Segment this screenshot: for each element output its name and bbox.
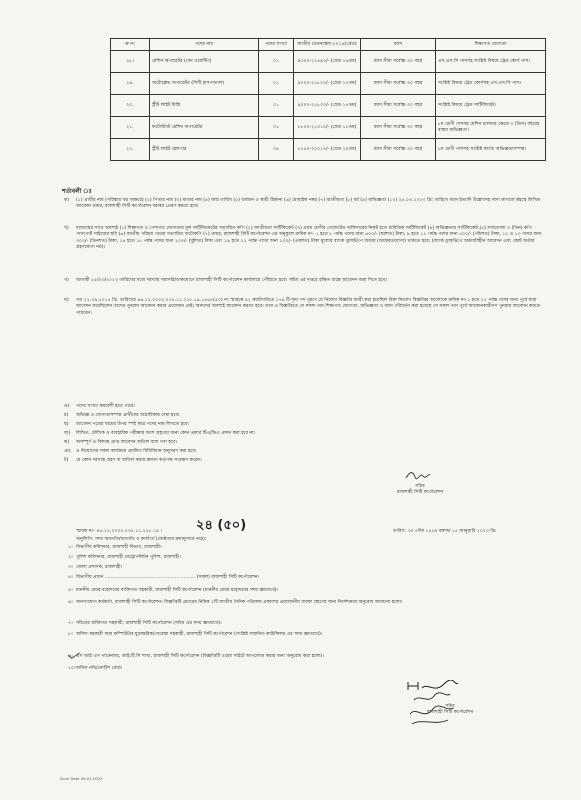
memo-number: স্মারক নং- ৪৬.১২.০০০০.০৩৫.১১.২২৮.১৯ । — [76, 529, 163, 534]
signature-org: রাজশাহী সিটি কর্পোরেশন — [426, 710, 474, 715]
cell-post-count: ০১ — [259, 117, 294, 139]
conditions-title: শর্তাবলী ঃ — [62, 188, 92, 195]
cell-age: বয়স সীমা সর্বোচ্চ ৩০ বছর — [361, 73, 436, 95]
condition-text: (১) প্রার্থীর নাম (পরিস্কার বড় অক্ষরে) (২) পিতার নাম (৩) মাতার নাম (৪) জন্ম তারিখ (৫) বর্তমান ও স্থায়ী ঠিকানা (৬) মোবাইল নম্বর (৭) জাতীয়তা (৮) ধর্ম (৯) অভিজ্ঞতা (১০) ২৫.০৩.২০২৩ খ্রি: তারিখে বয়স ইত্যাদি উল্লেখসহ সাদা কাগজে স্বহস্তে লিখিত আবেদন মেয়র, রাজশাহী সিটি কর্পোরেশন বরাবর প্রেরণ করতে হবে। — [76, 198, 541, 210]
distribution-number: ২। — [68, 555, 73, 560]
header-age: বয়স — [361, 39, 436, 51]
cell-serial: ২০. — [111, 95, 150, 117]
distribution-text: বিভাগীয় কমিশনার, রাজশাহী বিভাগ, রাজশাহী। — [76, 545, 162, 550]
distribution-item — [68, 575, 546, 581]
distribution-number: ৭। — [68, 621, 73, 626]
condition-item — [64, 198, 546, 211]
distribution-number: ৬। — [68, 600, 73, 605]
header-post-count: পদের সংখ্যা — [259, 39, 294, 51]
distribution-item — [68, 632, 546, 638]
signature-scribble — [404, 470, 432, 480]
condition-item — [64, 404, 546, 410]
distribution-item — [68, 621, 546, 627]
cell-serial: ১৮। — [111, 51, 150, 73]
cell-post-count: ০৪ — [259, 139, 294, 161]
checkmark-icon — [66, 652, 82, 660]
distribution-number: ৪। — [68, 575, 73, 580]
condition-item — [64, 449, 546, 455]
signature-block-2 — [410, 704, 490, 716]
distribution-number: ৯। — [68, 654, 73, 659]
condition-label: ঘ) — [64, 298, 69, 303]
distribution-item — [68, 545, 546, 551]
distribution-text: অফিস নথি/নোটিশ বোর্ড। — [76, 666, 123, 671]
distribution-item — [68, 555, 546, 561]
condition-text: লিখিত, মৌখিক ও ব্যবহারিক পরীক্ষায় অংশ গ্রহণের জন্য কোন প্রকার টিএ/ডিএ প্রদান করা হবে না। — [76, 431, 256, 436]
distribution-number: ৮। — [68, 632, 73, 637]
condition-item — [64, 458, 546, 464]
condition-text: আবেদন পত্রের খামের উপর স্পষ্ট করে পদের নাম লিখতে হবে। — [76, 422, 190, 427]
condition-text: যে কোন দরখাস্ত গ্রহণ বা বাতিল করার ক্ষমতা কর্তৃপক্ষ সংরক্ষণ করেন। — [76, 458, 202, 463]
condition-item — [64, 298, 546, 317]
condition-text: এ নিয়োগের সকল কার্যক্রমে প্রচলিত বিধিবিধান অনুসরণ করা হবে। — [76, 449, 197, 454]
distribution-item — [68, 600, 546, 606]
cell-pay-scale: ৮৮০০-২১৩১০/- (গ্রেড ১৮তম) — [294, 117, 361, 139]
condition-item — [64, 440, 546, 446]
distribution-item — [68, 588, 546, 594]
table-row — [111, 95, 546, 117]
condition-label: গ) — [64, 278, 69, 283]
condition-text: দরখাস্তের সাথে অবশ্যই (১) শিক্ষাগত ও পেশাগত যোগ্যতার মূল সার্টিফিকেটের সত্যায়িত কপি (২) জাতীয়তা সার্টিফিকেট (৩) প্রথম শ্রেণীর গেজেটেড অফিসারের নিকট হতে চারিত্রিক সার্টিফিকেট (৪) অভিজ্ঞতার সার্টিফিকেট (৫) সদ্যতোলা ৩ (তিন) কপি পাসপোর্ট সাইজের ছবি (৬) জাতীয় পরিচয় পত্রের সত্যায়িত ফটোকপি (৭) মেয়র, রাজশাহী সিটি কর্পোরেশন এর অনুকূলে ক্রমিক নং- ১ হতে ৮ পর্যন্ত পদের জন্য ৬০০/- (ছয়শত) টাকা, ৯ হতে ১১ পর্যন্ত পদের জন্য ৫০০/- (পাঁচশত) টাকা, ১২ ও ১৩ পদের জন্য ৩০০/- (তিনশত) টাকা, ১৪ হতে ১৮ পর্যন্ত পদের জন্য ২০০/- (দুইশত) টাকা এবং ১৯ হতে ২২ পর্যন্ত পদের জন্য ১০০/- (একশত) টাকা মূল্যের ব্যাংক ড্রাফট/পে অর্ডার (অফেরতযোগ্য) থাকতে হবে। (ব্যাংক ড্রাফট/পে অর্ডারবিহীন আবেদন এবং কোর্ট অর্ডার গ্রহণযোগ্য নয়)। — [76, 226, 542, 251]
table-row — [111, 51, 546, 73]
distribution-text: সচিবের ব্যক্তিগত সহকারী, রাজশাহী সিটি কর্পোরেশন (সচিব এর সদয় জ্ঞাতার্থে)। — [76, 621, 222, 626]
cell-pay-scale: ৯০০০-২১৮০০/- (গ্রেড ১৭তম) — [294, 73, 361, 95]
header-pay-scale: জাতীয় বেতনস্কেল-২০১৫(গ্রেড) — [294, 39, 361, 51]
condition-item — [64, 431, 546, 437]
condition-label: খ) — [64, 226, 69, 231]
cell-serial: ২২. — [111, 139, 150, 161]
cell-qualification: সংশ্লিষ্ট বিষয়ে ট্রেড কোর্সসহ এস.এস.সি পাস। — [436, 73, 546, 95]
signature-role: সচিব — [445, 704, 455, 709]
condition-text: পদের সংখ্যা কমবেশী হতে পারে। — [76, 404, 135, 409]
condition-text: অভিজ্ঞ ও যোগ্যতাসম্পন্ন প্রার্থীদের অগ্রাধিকার দেয়া হবে। — [76, 413, 180, 418]
cell-post-count: ০১ — [259, 95, 294, 117]
distribution-number: ১। — [68, 545, 73, 550]
condition-label: ঞ) — [64, 449, 71, 454]
table-row — [111, 139, 546, 161]
distribution-item — [68, 666, 546, 672]
condition-item — [64, 226, 546, 252]
cell-age: বয়স সীমা সর্বোচ্চ ৩০ বছর — [361, 139, 436, 161]
table-row — [111, 117, 546, 139]
cell-serial: ১৯. — [111, 73, 150, 95]
distribution-text: এস আই এস প্যানেলার, আই.টি.সি শাখা, রাজশাহী সিটি কর্পোরেশন (বিজ্ঞপ্তিটি ওয়েব সাইটে আপলোড করার জন্য অনুরোধ করা হলো)। — [76, 654, 325, 659]
condition-text: আগামী ২৫/০৩/২০২৩ তারিখের মধ্যে দরখাস্ত সরাসরি/ডাকযোগে রাজশাহী সিটি কর্পোরেশন কার্যালয়ে পৌঁছাতে হবে। সচিব এর দপ্তরে রক্ষিত বাক্সে আবেদন জমা দিতে হবে। — [76, 278, 387, 283]
cell-post-count: ০১ — [259, 73, 294, 95]
signature-org: রাজশাহী সিটি কর্পোরেশন — [396, 490, 444, 495]
distribution-title: অনুলিপি: সদয় অবগতি/অবগতি ও কার্যার্থে (জেষ্ঠতার ক্রমানুসারে নহে): — [76, 537, 207, 542]
signature-block — [380, 484, 460, 496]
header-serial: ক্র নং — [111, 39, 150, 51]
distribution-number: ৫। — [68, 588, 73, 593]
distribution-text: জনসংযোগ কর্মকর্তা, রাজশাহী সিটি কর্পোরেশন। বিজ্ঞপ্তিটি প্রচারের নিমিত্ত ২টি জাতীয় দৈনিক পত্রিকায় প্রকাশের প্রয়োজনীয় ব্যবস্থা গ্রহণের জন্য নির্দেশক্রমে অনুরোধ জানানো হলো। — [76, 600, 403, 605]
condition-label: জ) — [64, 431, 70, 436]
condition-label: ঝ) — [64, 440, 70, 445]
cell-qualification: ৮ম শ্রেণী পাসসহ মেশিন চালনার ক্ষেত্রে ৩ (তিন) বছরের বাস্তব অভিজ্ঞতা। — [436, 117, 546, 139]
distribution-item — [68, 654, 546, 660]
header-qualification: শিক্ষাগত যোগ্যতা — [436, 39, 546, 51]
distribution-text: মাননীয় মেয়র মহোদয়ের ব্যক্তিগত সহকারী, রাজশাহী সিটি কর্পোরেশন (মাননীয় মেয়র মহোদয়ের সদয় জ্ঞাতার্থে)। — [76, 588, 279, 593]
table-header-row — [111, 39, 546, 51]
distribution-text: জেলা প্রশাসক, রাজশাহী। — [76, 565, 123, 570]
cell-post-name: ফটোস্ট্যাট মেশিন অপারেটর — [150, 117, 259, 139]
memo-date: তারিখ: ৩০ পৌষ ১৪২৯ বঙ্গাব্দ/ ১৫ জানুয়ারি ২০২৩ খ্রি: — [393, 529, 497, 534]
signature-role: সচিব — [415, 484, 425, 489]
posts-table — [110, 38, 546, 161]
condition-text: গত ২২.০৯.২০১৫ খ্রি. তারিখের ৪৬.১২.০০০০.০৩৫.১১.২২৮.১৯.১৫৫৫(৫০) নং স্মারকে ৪২ ক্যাটাগরিতে ১৭৯ টি শূন্য পদ পূরণে যে নিয়োগ বিজ্ঞপ্তি জারী করা হয়েছিল উক্ত নিয়োগ বিজ্ঞপ্তির আলোকে ক্রমিক নং-১ হতে ২২ পর্যন্ত পদের জন্য পূর্বে যারা আবেদন করেছিলেন তাদের পুনরায় আবেদন করার প্রয়োজন নেই। অন্যদের অবশ্যই আবেদন করতে হবে। তবে এ বিজ্ঞপ্তিতে যে সকল পদে শিক্ষাগত যোগ্যতা, অভিজ্ঞতা ও বয়স পরিবর্তন করা হয়েছে সে সকল পদে পূর্বে আবেদনকারীগণ পুনরায় আবেদন করতে পারবেন। — [76, 298, 541, 316]
distribution-number: ১০। — [68, 666, 76, 671]
footer-scan-date: Scan Date 09.01.2023 — [60, 776, 103, 781]
cell-post-name: মেশিন অপারেটর (দেন ওয়েস্টিং) — [150, 51, 259, 73]
distribution-text: বিভাগীয় প্রধান .............................................................. (সকল) রাজশাহী সিটি কর্পোরেশন। — [76, 575, 260, 580]
cell-age: বয়স সীমা সর্বোচ্চ ৩০ বছর — [361, 117, 436, 139]
cell-pay-scale: ৯০০০-২১৮০০/- (গ্রেড ১৭তম) — [294, 95, 361, 117]
condition-label: ঙ) — [64, 404, 70, 409]
condition-label: ট) — [64, 458, 69, 463]
distribution-number: ৩। — [68, 565, 73, 570]
cell-post-name: স্ট্রীট লাইট মিস্ত্রি — [150, 95, 259, 117]
condition-item — [64, 413, 546, 419]
cell-post-name: স্ট্রীট লাইট হেলপার — [150, 139, 259, 161]
cell-qualification: এস.এস.সি পাসসহ সংশ্লিষ্ট বিষয়ে ট্রেড কোর্স পাস। — [436, 51, 546, 73]
condition-label: ক) — [64, 198, 70, 203]
condition-label: ছ) — [64, 422, 69, 427]
cell-age: বয়স সীমা সর্বোচ্চ ৩০ বছর — [361, 51, 436, 73]
table-row — [111, 73, 546, 95]
condition-item — [64, 422, 546, 428]
condition-text: অসম্পূর্ণ ও বিলম্বে প্রাপ্ত আবেদন বাতিল বলে গণ্য হবে। — [76, 440, 177, 445]
cell-pay-scale: ৮২৫০-২০০১০/- (গ্রেড ২০তম) — [294, 139, 361, 161]
cell-serial: ২১. — [111, 117, 150, 139]
memo-handwritten-number: ২৪ (৫০) — [196, 518, 247, 533]
condition-item — [64, 278, 546, 284]
header-post-name: পদের নাম — [150, 39, 259, 51]
distribution-item — [68, 565, 546, 571]
cell-age: বয়স সীমা সর্বোচ্চ ৩০ বছর — [361, 95, 436, 117]
cell-pay-scale: ৯৩০০-২২৪৯০/- (গ্রেড ১৬তম) — [294, 51, 361, 73]
cell-qualification: সংশ্লিষ্ট বিষয়ে ট্রেড সার্টিফিকেট। — [436, 95, 546, 117]
cell-post-name: অটোক্লেভ অপারেটর (সিটি হাসপাতাল) — [150, 73, 259, 95]
cell-post-count: ০১ — [259, 51, 294, 73]
distribution-text: পুলিশ কমিশনার, রাজশাহী মেট্রোপলিটন পুলিশ, রাজশাহী। — [76, 555, 181, 560]
distribution-text: অফিস সহকারী আম কম্পিউটার মুদ্রাক্ষরিক/সেরেস্তা সহকারী, রাজশাহী সিটি কর্পোরেশন (সংশ্লিষ্ট সম্মানিত কাউন্সিলর এর সদয় জ্ঞাতার্থে)। — [76, 632, 323, 637]
cell-qualification: ৮ম শ্রেণী পাসসহ সংশ্লিষ্ট কাজে অভিজ্ঞতাসম্পন্ন। — [436, 139, 546, 161]
condition-label: চ) — [64, 413, 69, 418]
